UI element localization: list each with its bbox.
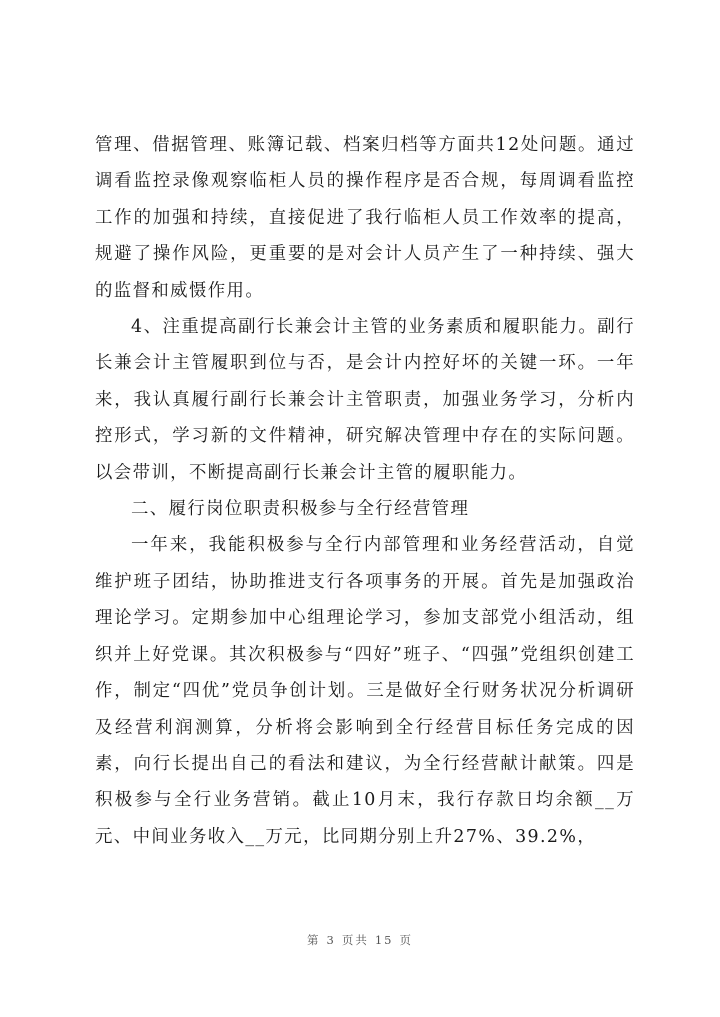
paragraph-management-participation: 一年来，我能积极参与全行内部管理和业务经营活动，自觉维护班子团结，协助推进支行各项事务的开展。首先是加强政治理论学习。定期参加中心组理论学习，参加支部党小组活动，组织并上好党课。其次积极参与“四好”班子、“四强”党组织创建工作，制定“四优”党员争创计划。三是做好全行财务状况分析调研及经营利润测算，分析将会影响到全行经营目标任务完成的因素，向行长提出自己的看法和建议，为全行经营献计献策。四是积极参与全行业务营销。截止10月末，我行存款日均余额__万元、中间业务收入__万元，比同期分别上升27%、39.2%， bbox=[95, 535, 635, 847]
document-body bbox=[95, 127, 635, 855]
page-footer bbox=[0, 932, 720, 948]
footer-suffix: 页 bbox=[399, 933, 413, 947]
footer-total-pages: 15 bbox=[374, 933, 394, 947]
footer-prefix: 第 bbox=[307, 933, 321, 947]
section-heading: 二、履行岗位职责积极参与全行经营管理 bbox=[131, 499, 470, 520]
paragraph-audit-issues: 管理、借据管理、账簿记载、档案归档等方面共12处问题。通过调看监控录像观察临柜人员的操作程序是否合规，每周调看监控工作的加强和持续，直接促进了我行临柜人员工作效率的提高，规避了操作风险，更重要的是对会计人员产生了一种持续、强大的监督和威慑作用。 bbox=[95, 135, 635, 301]
footer-middle: 页共 bbox=[341, 933, 369, 947]
paragraph-accounting-supervisor: 4、注重提高副行长兼会计主管的业务素质和履职能力。副行长兼会计主管履职到位与否，是会计内控好坏的关键一环。一年来，我认真履行副行长兼会计主管职责，加强业务学习，分析内控形式，学习新的文件精神，研究解决管理中存在的实际问题。以会带训，不断提高副行长兼会计主管的履职能力。 bbox=[95, 317, 635, 483]
footer-current-page: 3 bbox=[326, 933, 336, 947]
